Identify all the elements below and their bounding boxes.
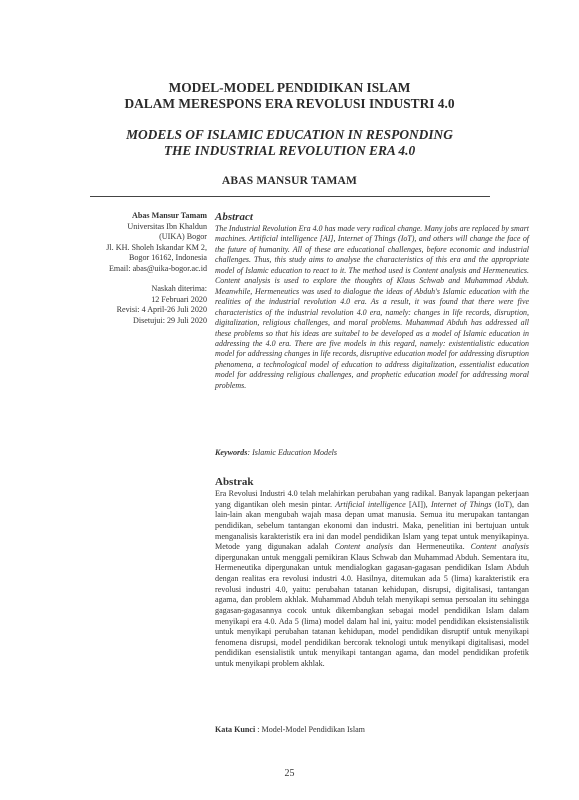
abstrak-italic-2: Internet of Things bbox=[430, 499, 492, 509]
title-indonesian bbox=[60, 80, 519, 112]
keywords-value: Islamic Education Models bbox=[252, 448, 338, 457]
keywords-english bbox=[215, 448, 529, 457]
abstrak-text-2: [AI]), bbox=[405, 499, 431, 509]
sidebar-address-1: Jl. KH. Sholeh Iskandar KM 2, bbox=[106, 242, 207, 252]
sidebar-address-2: Bogor 16162, Indonesia bbox=[128, 253, 207, 262]
page-number: 25 bbox=[284, 768, 295, 779]
abstrak-text-4: dan Hermeneutika. bbox=[392, 542, 471, 552]
abstrak-heading: Abstrak bbox=[215, 476, 254, 488]
title-id-line-1: MODEL-MODEL PENDIDIKAN ISLAM bbox=[168, 80, 411, 95]
author-sidebar bbox=[40, 211, 207, 326]
abstrak-italic-1: Artificial intelligence bbox=[335, 499, 406, 509]
sidebar-received-date: 12 Februari 2020 bbox=[151, 294, 207, 304]
keywords-label: Keywords bbox=[215, 448, 248, 457]
kata-kunci-colon: : bbox=[255, 725, 262, 734]
abstrak-italic-3: Content analysis bbox=[334, 542, 393, 552]
kata-kunci-value: Model-Model Pendidikan Islam bbox=[261, 725, 365, 734]
abstrak-body bbox=[215, 489, 529, 670]
header-divider bbox=[90, 196, 490, 197]
abstrak-text-3: (IoT), dan lain-lain akan mengubah wajah masa depan umat manusia. Semua itu merupakan tantangan pendidikan, sebelum tantangan ekonomi dan industri. Maka, penelitian ini bertujuan untuk menganalisis karakteristik era ini dan model pendidikan Islam yang tepat untuk menyikapinya. Metode yang digunakan adalah bbox=[215, 499, 529, 552]
sidebar-email: Email: abas@uika-bogor.ac.id bbox=[108, 263, 207, 273]
sidebar-affiliation-1: Universitas Ibn Khaldun bbox=[127, 221, 207, 231]
title-english bbox=[60, 127, 519, 159]
keywords-colon: : bbox=[247, 448, 253, 457]
kata-kunci-label: Kata Kunci bbox=[215, 725, 256, 734]
abstract-heading: Abstract bbox=[215, 211, 253, 223]
title-en-line-2: THE INDUSTRIAL REVOLUTION ERA 4.0 bbox=[163, 143, 416, 158]
abstrak-italic-4: Content analysis bbox=[470, 542, 529, 552]
sidebar-spacer bbox=[40, 274, 207, 284]
abstrak-text-1: Era Revolusi Industri 4.0 telah melahirkan perubahan yang radikal. Banyak lapangan pekerjaan yang digantikan oleh mesin pintar. bbox=[215, 489, 529, 509]
sidebar-received-label: Naskah diterima: bbox=[151, 284, 207, 293]
sidebar-affiliation-2: (UIKA) Bogor bbox=[159, 232, 207, 241]
title-en-line-1: MODELS OF ISLAMIC EDUCATION IN RESPONDING bbox=[126, 127, 453, 142]
keywords-indonesian bbox=[215, 725, 529, 734]
sidebar-accepted: Disetujui: 29 Juli 2020 bbox=[133, 315, 207, 325]
author-heading: ABAS MANSUR TAMAM bbox=[221, 175, 358, 187]
abstrak-text-5: dipergunakan untuk menggali pemikiran Klaus Schwab dan Muhammad Abduh. Sementara itu, Hermeneutika dipergunakan untuk mendialogkan gagasan-gagasan pendidikan Islam Abduh dengan realitas era revolusi industri 4.0. Hasilnya, ditemukan ada 5 (lima) karakteristik era revolusi industri 4.0, yaitu: perubahan tatanan kehidupan, disrupsi, digitalisasi, tantangan agama, dan problem akhlak. Muhammad Abduh telah menyikapi semua persoalan itu sehingga gagasan-gagasannya cocok untuk dikembangkan sebagai model pendidikan Islam dalam menyikapi era 4.0. Ada 5 (lima) model dalam hal ini, yaitu: model pendidikan eksistensialistik untuk menyikapi perubahan tatanan kehidupan, model pendidikan disruptif untuk menyikapi fenomena disrupsi, model pendidikan bercorak teknologi untuk menyikapi digitalisasi, model pendidikan esensialistik untuk menyikapi tantangan agama, dan model pendidikan profetik untuk menyikapi problem akhlak. bbox=[215, 552, 529, 668]
abstract-english bbox=[215, 211, 529, 391]
sidebar-revised: Revisi: 4 April-26 Juli 2020 bbox=[116, 305, 207, 314]
abstract-body: The Industrial Revolution Era 4.0 has made very radical change. Many jobs are replaced by smart machines. Artificial intelligence [AI], Internet of Things (IoT), and others will change the face of the future of humanity. All of these are educational challenges, before economic and industrial challenges. Thus, this study aims to analyse the characteristics of this era and the appropriate model of Islamic education to react to it. The method used is Content analysis and Hermeneutics. Content analysis is used to explore the thoughts of Klaus Schwab and Muhammad Abduh. Meanwhile, Hermeneutics was used to dialogue the ideas of Abduh's Islamic education with the realities of the industrial revolution 4.0 era. As a result, it was found that there were five characteristics of the industrial revolution 4.0 era, namely: changes in life records, disruption, digitalization, religious challenges, and moral problems. Muhammad Abduh has addressed all these problems so that his ideas are suitabel to be developed as a model of Islamic education in addressing the 4.0 era. There are five models in this regard, namely: existentialistic education model for addressing changes in life records, disruptive education model for addressing disruption phenomena, a technological model of education to address digitalization, essentialist education model for addressing religious challenges, and prophetic education model for addressing moral problems. bbox=[215, 224, 529, 390]
sidebar-author-name: Abas Mansur Tamam bbox=[132, 211, 207, 220]
title-id-line-2: DALAM MERESPONS ERA REVOLUSI INDUSTRI 4.0 bbox=[124, 96, 455, 111]
